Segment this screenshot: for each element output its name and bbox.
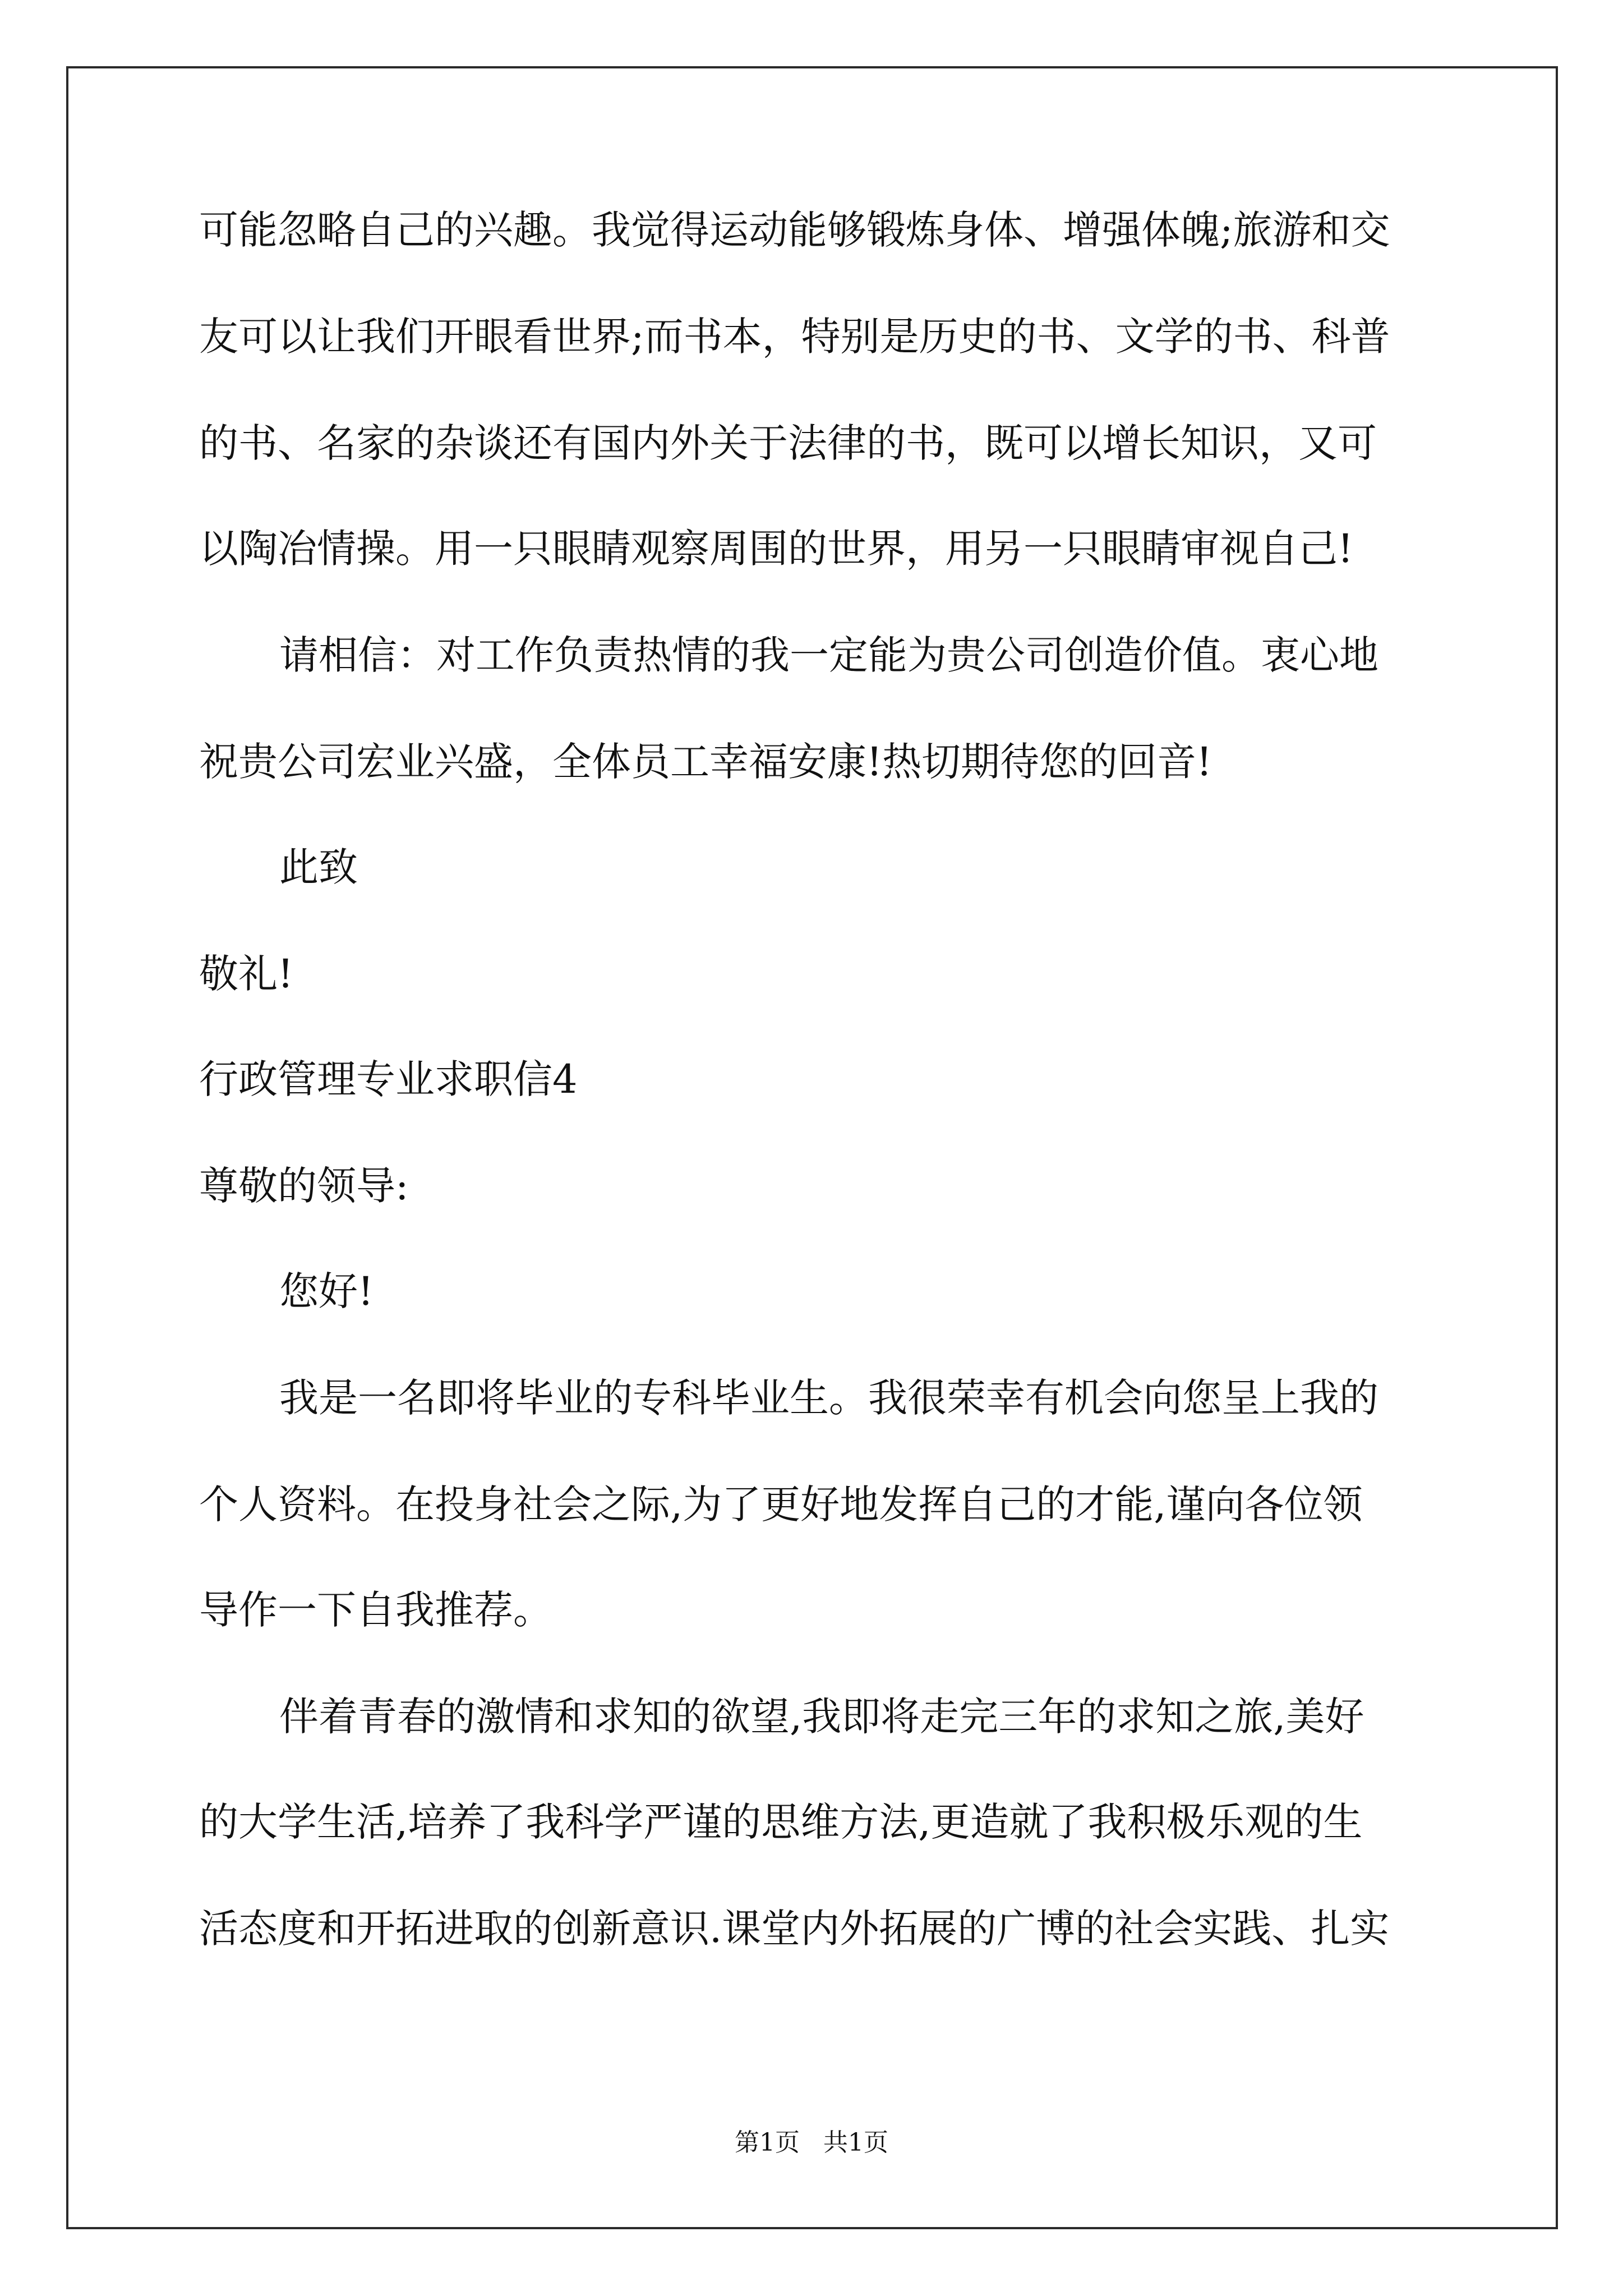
text-line: 可能忽略自己的兴趣。我觉得运动能够锻炼身体、增强体魄;旅游和交: [199, 207, 1390, 253]
page-number-footer: 第1页 共1页: [735, 2128, 888, 2157]
text-line: 活态度和开拓进取的创新意识.课堂内外拓展的广博的社会实践、扎实: [199, 1906, 1390, 1952]
text-line: 祝贵公司宏业兴盛，全体员工幸福安康!热切期待您的回音!: [199, 739, 1212, 785]
text-line: 伴着青春的激情和求知的欲望,我即将走完三年的求知之旅,美好: [279, 1694, 1364, 1740]
text-line: 友可以让我们开眼看世界;而书本，特别是历史的书、文学的书、科普: [199, 314, 1390, 360]
text-line: 以陶冶情操。用一只眼睛观察周围的世界，用另一只眼睛审视自己!: [199, 526, 1354, 572]
text-line: 个人资料。在投身社会之际,为了更好地发挥自己的才能,谨向各位领: [199, 1481, 1363, 1527]
text-line: 我是一名即将毕业的专科毕业生。我很荣幸有机会向您呈上我的: [279, 1375, 1378, 1421]
text-line: 的大学生活,培养了我科学严谨的思维方法,更造就了我积极乐观的生: [199, 1799, 1363, 1845]
closing-regards: 敬礼!: [199, 951, 294, 997]
text-line: 请相信：对工作负责热情的我一定能为贵公司创造价值。衷心地: [279, 632, 1378, 678]
closing-salutation: 此致: [279, 844, 358, 890]
letter-salutation: 尊敬的领导:: [199, 1163, 409, 1209]
text-line: 的书、名家的杂谈还有国内外关于法律的书，既可以增长知识，又可: [199, 420, 1377, 466]
greeting: 您好!: [279, 1268, 374, 1314]
section-title: 行政管理专业求职信4: [199, 1056, 578, 1102]
text-line: 导作一下自我推荐。: [199, 1587, 552, 1633]
